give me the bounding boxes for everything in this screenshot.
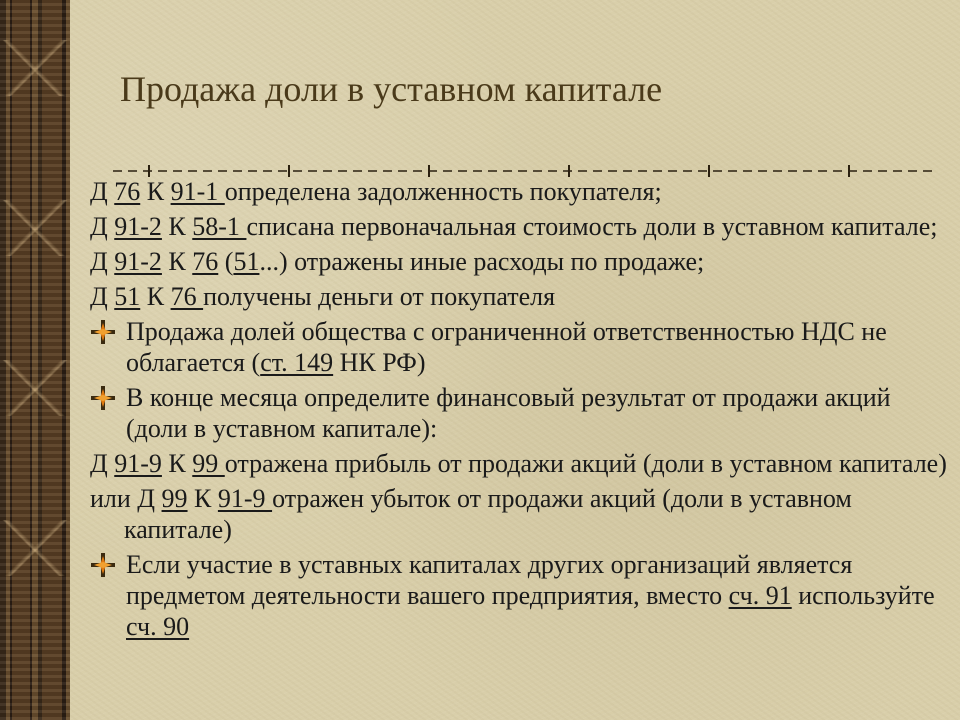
account-link[interactable]: 51 [233, 247, 260, 276]
entry-line [90, 211, 952, 242]
credit-label: К [140, 282, 171, 311]
entry-line [90, 176, 952, 207]
left-decorative-strip [0, 0, 70, 720]
account-link[interactable]: сч. 91 [728, 581, 792, 610]
slide-content [90, 176, 952, 646]
account-link[interactable]: 91-2 [114, 247, 162, 276]
entry-text: ...) отражены иные расходы по продаже; [259, 247, 705, 276]
account-link[interactable]: 76 [170, 282, 204, 311]
account-link[interactable]: 99 [192, 449, 225, 478]
account-link[interactable]: 91-1 [170, 177, 225, 206]
bullet-text: используйте [791, 581, 935, 610]
debit-label: Д [90, 282, 115, 311]
account-link[interactable]: 99 [161, 484, 188, 513]
account-link[interactable]: 76 [192, 247, 219, 276]
strip-ornament [0, 520, 70, 576]
slide-title: Продажа доли в уставном капитале [120, 69, 663, 109]
entry-text: получены деньги от покупателя [203, 282, 556, 311]
law-article-link[interactable]: ст. 149 [260, 348, 334, 377]
bullet-item [90, 382, 952, 444]
credit-label: К [140, 177, 171, 206]
account-link[interactable]: сч. 90 [126, 612, 190, 641]
debit-label: Д [90, 247, 115, 276]
debit-label: Д [90, 449, 115, 478]
entry-line [90, 448, 952, 479]
entry-text: определена задолженность покупателя; [224, 177, 662, 206]
credit-label: К [161, 247, 193, 276]
entry-line [90, 246, 952, 277]
entry-line [90, 483, 952, 545]
account-link[interactable]: 91-9 [114, 449, 162, 478]
debit-label: Д [90, 177, 115, 206]
entry-text: отражена прибыль от продажи акций (доли в уставном капитале) [224, 449, 947, 478]
debit-label: Д [90, 212, 115, 241]
sparkle-cross-icon [90, 385, 116, 411]
sparkle-cross-icon [90, 319, 116, 345]
bullet-text: НК РФ) [333, 348, 426, 377]
entry-line [90, 281, 952, 312]
sparkle-cross-icon [90, 552, 116, 578]
account-link[interactable]: 91-2 [114, 212, 162, 241]
credit-label: К [187, 484, 218, 513]
bullet-text: В конце месяца определите финансовый результат от продажи акций (доли в уставном капитале): [126, 383, 891, 443]
entry-text: ( [218, 247, 234, 276]
account-link[interactable]: 58-1 [192, 212, 247, 241]
account-link[interactable]: 91-9 [217, 484, 273, 513]
account-link[interactable]: 76 [114, 177, 141, 206]
account-link[interactable]: 51 [114, 282, 141, 311]
strip-ornament [0, 40, 70, 96]
bullet-item [90, 316, 952, 378]
entry-text: списана первоначальная стоимость доли в уставном капитале; [246, 212, 938, 241]
entry-text: отражен убыток от продажи акций (доли в уставном капитале) [124, 484, 852, 544]
credit-label: К [161, 449, 193, 478]
debit-label: или Д [90, 484, 162, 513]
credit-label: К [161, 212, 193, 241]
bullet-text: Если участие в уставных капиталах других организаций является предметом деятельности вашего предприятия, вместо [126, 550, 853, 610]
bullet-item [90, 549, 952, 642]
strip-ornament [0, 200, 70, 256]
bullet-text: Продажа долей общества с ограниченной ответственностью НДС не облагается ( [126, 317, 887, 377]
strip-ornament [0, 360, 70, 416]
